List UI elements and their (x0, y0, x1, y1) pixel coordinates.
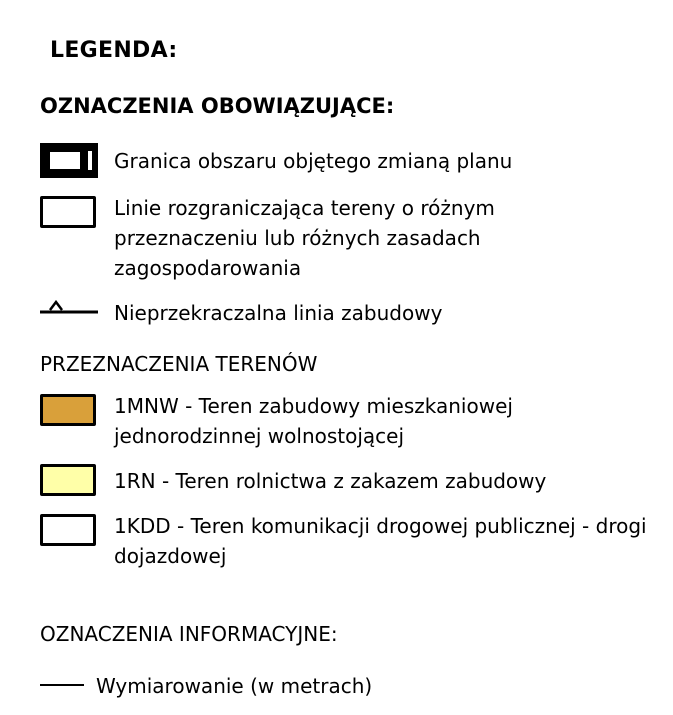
land-use-swatch-kdd (40, 514, 96, 546)
land-use-swatch-mnw (40, 394, 96, 426)
legend-item-text: Linie rozgraniczająca tereny o różnym przeznaczeniu lub różnych zasadach zagospodarowania (114, 196, 495, 280)
legend-item-text: Wymiarowanie (w metrach) (96, 674, 373, 698)
legend-item-text: 1KDD - Teren komunikacji drogowej publicznej - drogi dojazdowej (114, 514, 647, 568)
dimension-line-icon (40, 684, 84, 686)
section-binding-heading: OZNACZENIA OBOWIĄZUJĄCE: (40, 94, 395, 118)
outline-rectangle-icon (40, 196, 96, 228)
legend-title: LEGENDA: (50, 38, 178, 63)
land-use-swatch-rn (40, 464, 96, 496)
building-line-icon (40, 300, 98, 318)
legend-item-text: Granica obszaru objętego zmianą planu (114, 149, 513, 173)
section-informative-heading: OZNACZENIA INFORMACYJNE: (40, 622, 338, 646)
section-land-use-heading: PRZEZNACZENIA TERENÓW (40, 352, 318, 376)
legend-item-text: 1MNW - Teren zabudowy mieszkaniowej jednorodzinnej wolnostojącej (114, 394, 513, 448)
boundary-bracket-icon (40, 143, 98, 178)
legend-item-text: Nieprzekraczalna linia zabudowy (114, 301, 443, 325)
legend-item-text: 1RN - Teren rolnictwa z zakazem zabudowy (114, 469, 547, 493)
